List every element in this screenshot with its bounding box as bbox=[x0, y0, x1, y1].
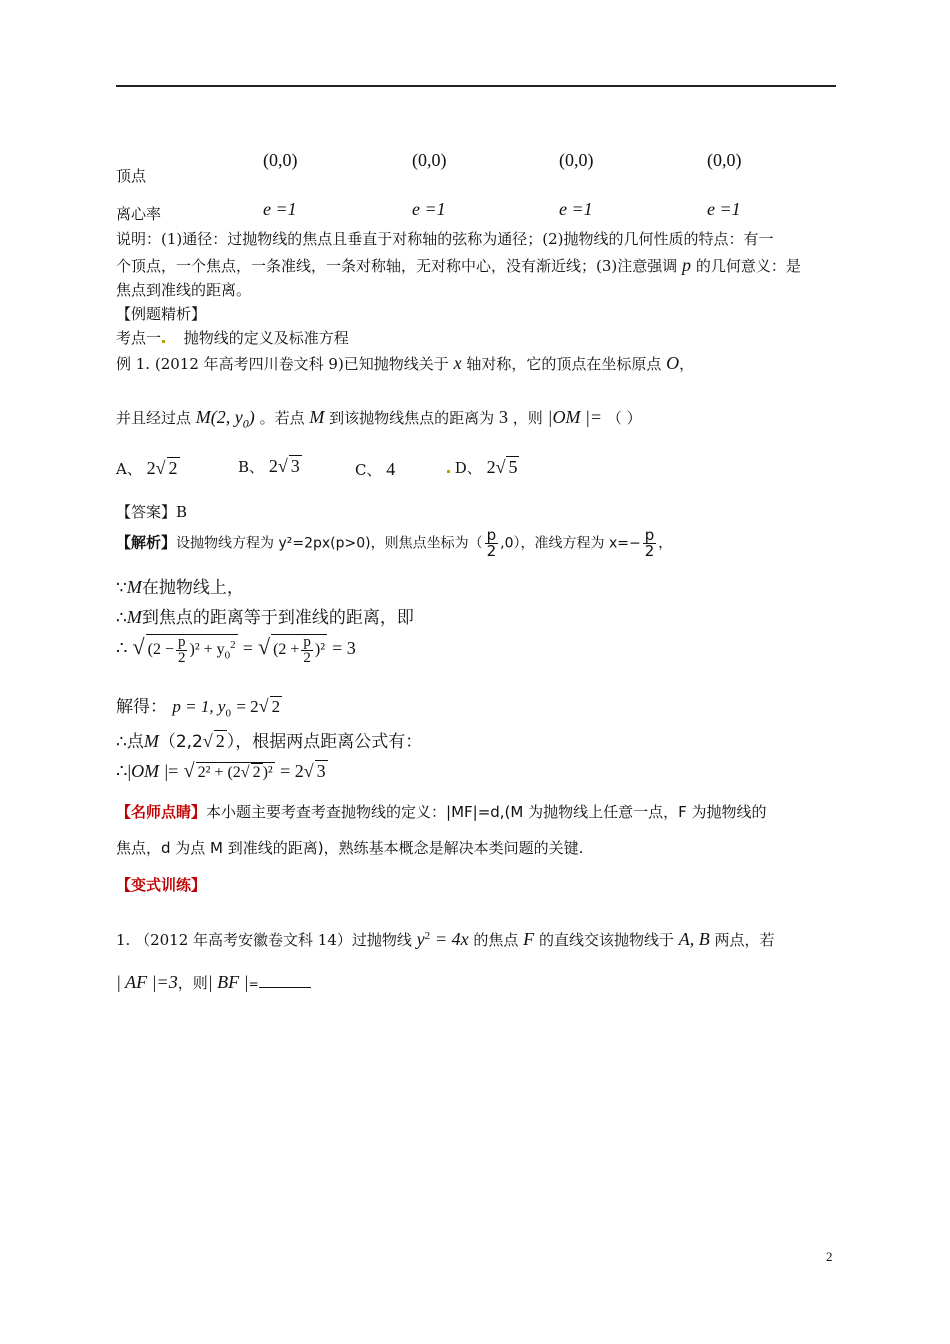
analysis-text-3: ， bbox=[658, 535, 673, 552]
var-O: O bbox=[666, 353, 680, 373]
point-M-end: ) bbox=[248, 407, 255, 427]
option-c-value: 4 bbox=[386, 459, 396, 479]
option-d-coef: 2 bbox=[486, 457, 496, 477]
frac-den: 2 bbox=[486, 542, 497, 560]
practice-equals: = bbox=[248, 977, 259, 991]
frac-num: p bbox=[303, 634, 311, 650]
eccentricity-value-1: e =1 bbox=[263, 199, 297, 219]
eq-end: = 3 bbox=[332, 638, 356, 659]
dist-a: ∴| bbox=[116, 761, 132, 781]
note-line-2 bbox=[116, 255, 801, 276]
practice-then: ，则 bbox=[177, 974, 208, 992]
point-M bbox=[195, 407, 255, 431]
option-c bbox=[355, 459, 395, 480]
sqrt-icon: √ bbox=[183, 760, 195, 782]
practice-two-points: 两点，若 bbox=[714, 931, 775, 949]
therefore-symbol: ∴ bbox=[116, 608, 127, 628]
note-line-2-text: 个顶点，一个焦点，一条准线，一条对称轴，无对称中心，没有渐近线；(3)注意强调 bbox=[116, 257, 678, 275]
analysis-text-1: 设抛物线方程为 y²=2px(p>0)，则焦点坐标为（ bbox=[176, 535, 483, 552]
sqrt-icon: √ bbox=[240, 764, 250, 781]
note-line-1: 说明：(1)通径：过抛物线的焦点且垂直于对称轴的弦称为通径；(2)抛物线的几何性质的特点：有一 bbox=[116, 230, 774, 248]
abs-OM: |OM |= bbox=[547, 407, 603, 427]
eq-left-sup: 2 bbox=[230, 638, 236, 651]
marker-dot bbox=[162, 340, 165, 343]
option-d-label: D、 bbox=[454, 459, 482, 477]
example-1-line-1 bbox=[116, 353, 694, 374]
eq-left-b: )² + y bbox=[189, 641, 225, 659]
frac-den: 2 bbox=[303, 650, 311, 666]
option-b-radicand: 3 bbox=[290, 456, 300, 476]
point-line-c: ），根据两点距离公式有： bbox=[226, 732, 423, 752]
option-a-radicand: 2 bbox=[168, 458, 178, 478]
teacher-line-2: 焦点，d 为点 M 到准线的距离)，熟练基本概念是解决本类问题的关键. bbox=[116, 839, 584, 857]
point-M-text: M(2, y bbox=[195, 407, 243, 427]
var-M: M bbox=[126, 607, 142, 627]
teacher-tag: 【名师点睛】 bbox=[116, 803, 207, 821]
eq-equals: = bbox=[242, 638, 253, 659]
sqrt-icon: √ bbox=[155, 458, 166, 478]
practice-line-2 bbox=[116, 972, 311, 993]
topic-title: 抛物线的定义及标准方程 bbox=[183, 329, 349, 347]
option-a-coef: 2 bbox=[146, 458, 156, 478]
practice-intro: 1. （2012 年高考安徽卷文科 14）过抛物线 bbox=[116, 931, 412, 949]
vertex-value-4: (0,0) bbox=[707, 150, 742, 170]
sqrt-icon: √ bbox=[258, 696, 269, 716]
section-heading: 【例题精析】 bbox=[116, 305, 207, 323]
sqrt-icon: √ bbox=[277, 456, 288, 476]
option-b-coef: 2 bbox=[268, 456, 278, 476]
answer-line: 【答案】B bbox=[116, 503, 188, 521]
marker-dot bbox=[447, 470, 450, 473]
vertex-label: 顶点 bbox=[116, 167, 147, 185]
dist-rad-a: 2² + (2 bbox=[197, 764, 241, 781]
frac-den: 2 bbox=[644, 542, 655, 560]
sqrt-icon: √ bbox=[257, 634, 271, 660]
dist-sqrt bbox=[196, 762, 275, 782]
dist-c: = 2 bbox=[280, 761, 304, 781]
example-1-comma: ， bbox=[679, 355, 695, 373]
vertex-value-1: (0,0) bbox=[263, 150, 298, 170]
dist-rad-final: 3 bbox=[316, 761, 326, 781]
practice-focus: 的焦点 bbox=[473, 931, 519, 949]
eq-left-sub: 0 bbox=[224, 649, 231, 662]
var-M: M bbox=[126, 577, 142, 597]
example-1-then: ，则 bbox=[512, 409, 543, 427]
teacher-text-1: 本小题主要考查考查抛物线的定义：|MF|=d,(M 为抛物线上任意一点，F 为抛物线的 bbox=[206, 803, 767, 821]
teacher-line-1 bbox=[116, 801, 767, 822]
eccentricity-label: 离心率 bbox=[116, 205, 162, 223]
example-1-intro: 例 1. (2012 年高考四川卷文科 9)已知抛物线关于 bbox=[116, 355, 449, 373]
solve-eq: p = 1, y bbox=[172, 697, 226, 716]
therefore-text: 到焦点的距离等于到准线的距离，即 bbox=[141, 608, 414, 628]
point-line-radicand: 2 bbox=[215, 731, 225, 751]
because-text: 在抛物线上， bbox=[141, 578, 244, 598]
fraction-p-over-2 bbox=[485, 528, 499, 559]
analysis-solve bbox=[116, 692, 282, 719]
option-d bbox=[446, 456, 519, 478]
solve-rest: = 2 bbox=[236, 697, 259, 716]
page-number: 2 bbox=[826, 1249, 833, 1264]
analysis-line-1 bbox=[116, 528, 672, 559]
because-symbol: ∵ bbox=[116, 578, 127, 598]
abs-BF: | BF | bbox=[207, 972, 249, 992]
sqrt-right bbox=[271, 634, 327, 666]
sqrt-icon: √ bbox=[202, 731, 213, 751]
eq-left-a: (2 − bbox=[147, 641, 174, 659]
option-b bbox=[238, 455, 302, 477]
sqrt-icon: √ bbox=[303, 761, 314, 781]
dist-rad-inner: 2 bbox=[252, 764, 261, 781]
therefore-symbol: ∴ bbox=[116, 638, 128, 659]
point-M-sub: 0 bbox=[242, 416, 249, 431]
eccentricity-value-2: e =1 bbox=[412, 199, 446, 219]
vertex-value-2: (0,0) bbox=[412, 150, 447, 170]
fraction-p-over-2 bbox=[176, 635, 188, 666]
note-line-3: 焦点到准线的距离。 bbox=[116, 281, 252, 299]
practice-tag: 【变式训练】 bbox=[116, 876, 207, 894]
analysis-tag: 【解析】 bbox=[116, 533, 177, 552]
practice-line-1 bbox=[116, 929, 775, 950]
example-1-if: 。若点 bbox=[259, 409, 305, 427]
fraction-p-over-2 bbox=[301, 635, 313, 666]
point-line-a: ∴点 bbox=[116, 732, 144, 752]
eq-rest: = 4x bbox=[434, 929, 469, 949]
example-1-distance: 到该抛物线焦点的距离为 bbox=[329, 409, 495, 427]
solve-label: 解得： bbox=[116, 697, 167, 717]
sqrt-icon: √ bbox=[132, 634, 145, 660]
note-line-2-tail: 的几何意义：是 bbox=[695, 257, 801, 275]
option-a bbox=[116, 457, 180, 479]
option-b-label: B、 bbox=[238, 458, 265, 476]
sqrt-left bbox=[146, 634, 238, 666]
option-d-radicand: 5 bbox=[508, 457, 518, 477]
var-AB: A, B bbox=[678, 929, 710, 949]
solve-radicand: 2 bbox=[271, 697, 281, 716]
frac-num: p bbox=[486, 526, 497, 544]
analysis-distance bbox=[116, 760, 328, 783]
header-rule bbox=[116, 85, 836, 87]
practice-line-text: 的直线交该抛物线于 bbox=[538, 931, 674, 949]
solve-sub: 0 bbox=[225, 707, 231, 720]
eq-y: y bbox=[416, 929, 425, 949]
example-1-passes: 并且经过点 bbox=[116, 409, 192, 427]
answer-blank bbox=[259, 987, 311, 988]
dist-OM: OM bbox=[131, 761, 160, 781]
dist-b: |= bbox=[164, 761, 179, 781]
var-x: x bbox=[453, 353, 462, 373]
analysis-point bbox=[116, 727, 422, 752]
example-1-line-2 bbox=[116, 407, 642, 432]
analysis-therefore bbox=[116, 603, 414, 628]
frac-num: p bbox=[177, 634, 186, 650]
eq-right-b: )² bbox=[314, 641, 326, 659]
fraction-p-over-2 bbox=[643, 528, 657, 559]
frac-den: 2 bbox=[177, 650, 186, 666]
var-M: M bbox=[309, 407, 325, 427]
analysis-because bbox=[116, 573, 244, 598]
topic-line bbox=[116, 327, 349, 348]
vertex-value-3: (0,0) bbox=[559, 150, 594, 170]
abs-AF: | AF |=3 bbox=[116, 972, 178, 992]
dist-rad-b: )² bbox=[262, 764, 273, 781]
example-1-text: 轴对称，它的顶点在坐标原点 bbox=[466, 355, 662, 373]
value-3: 3 bbox=[498, 407, 508, 427]
frac-num: p bbox=[644, 526, 655, 544]
eccentricity-value-4: e =1 bbox=[707, 199, 741, 219]
analysis-equation bbox=[116, 634, 356, 666]
option-c-label: C、 bbox=[355, 461, 382, 479]
eccentricity-value-3: e =1 bbox=[559, 199, 593, 219]
eq-sup: 2 bbox=[424, 930, 431, 942]
eq-right-a: (2 + bbox=[273, 641, 300, 659]
sqrt-icon: √ bbox=[495, 457, 506, 477]
var-M: M bbox=[143, 731, 159, 751]
var-F: F bbox=[523, 929, 535, 949]
answer-paren: （ ） bbox=[606, 409, 642, 427]
option-a-label: A、 bbox=[116, 460, 142, 478]
topic-prefix: 考点一 bbox=[116, 329, 162, 347]
var-p: p bbox=[682, 255, 692, 275]
analysis-text-2: ,0），准线方程为 x=− bbox=[500, 535, 641, 552]
point-line-b: （2,2 bbox=[158, 732, 203, 752]
